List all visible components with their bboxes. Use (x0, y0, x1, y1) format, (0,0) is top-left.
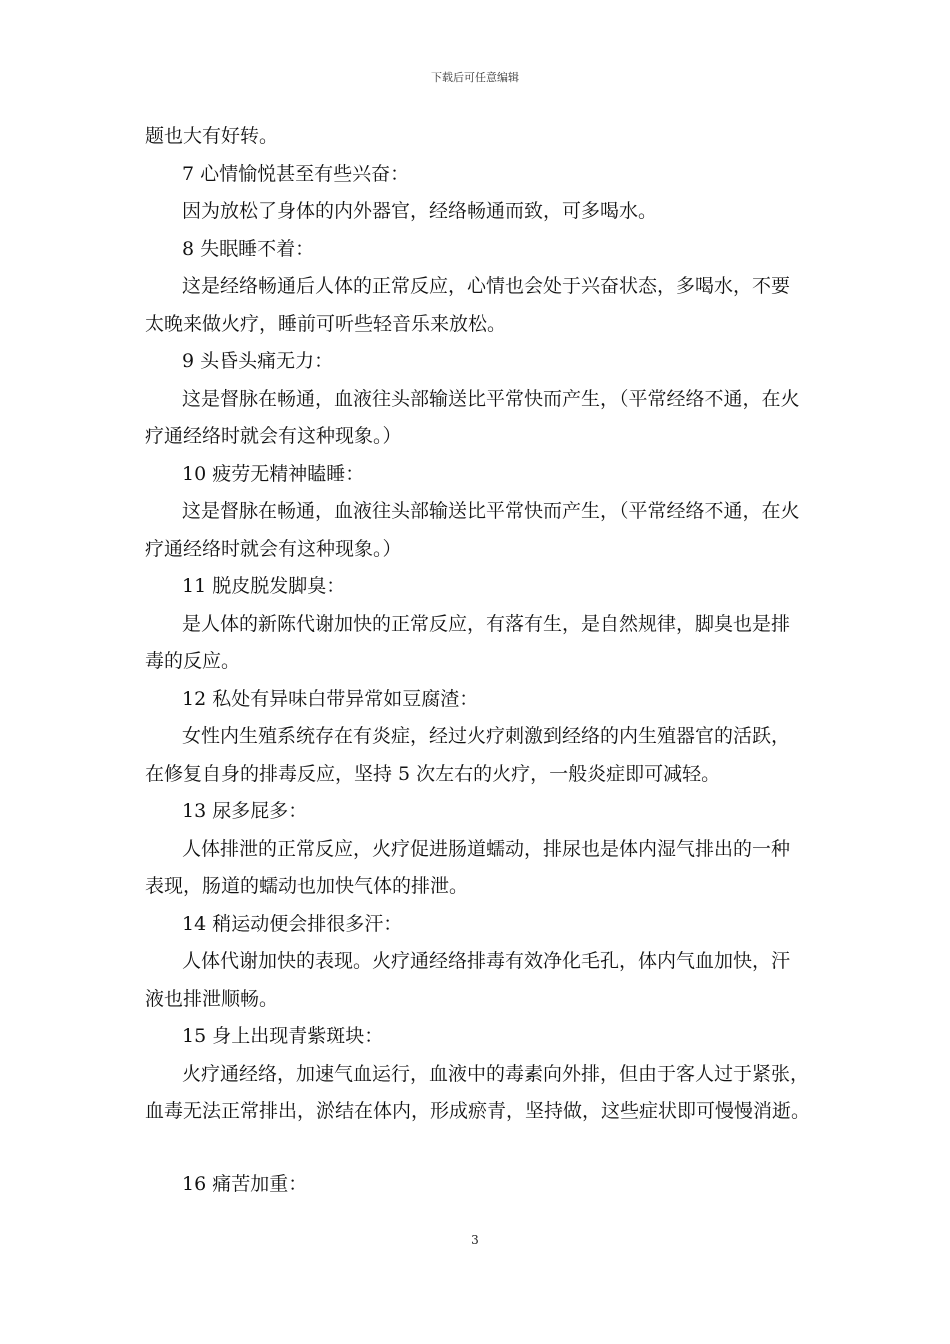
text-line: 太晚来做火疗，睡前可听些轻音乐来放松。 (145, 312, 507, 335)
text-line: 16 痛苦加重： (182, 1172, 308, 1195)
text-line: 表现，肠道的蠕动也加快气体的排泄。 (145, 875, 469, 897)
text-line: 在修复自身的排毒反应，坚持 5 次左右的火疗，一般炎症即可减轻。 (145, 762, 721, 785)
text-line: 这是经络畅通后人体的正常反应，心情也会处于兴奋状态，多喝水，不要 (182, 275, 791, 297)
text-line: 人体代谢加快的表现。火疗通经络排毒有效净化毛孔，体内气血加快，汗 (182, 950, 791, 972)
text-line: 这是督脉在畅通，血液往头部输送比平常快而产生，（平常经络不通，在火 (182, 387, 800, 410)
paragraph-gap (145, 1131, 810, 1166)
text-line: 人体排泄的正常反应，火疗促进肠道蠕动，排尿也是体内湿气排出的一种 (182, 837, 791, 860)
text-line: 13 尿多屁多： (182, 800, 308, 822)
text-line: 题也大有好转。 (145, 125, 279, 147)
text-line: 9 头昏头痛无力： (182, 350, 334, 372)
text-line: 是人体的新陈代谢加快的正常反应，有落有生，是自然规律，脚臭也是排 (182, 612, 791, 635)
text-line: 火疗通经络，加速气血运行，血液中的毒素向外排，但由于客人过于紧张， (182, 1062, 810, 1085)
text-line: 8 失眠睡不着： (182, 237, 315, 260)
text-line: 这是督脉在畅通，血液往头部输送比平常快而产生，（平常经络不通，在火 (182, 500, 800, 522)
text-line: 女性内生殖系统存在有炎症，经过火疗刺激到经络的内生殖器官的活跃， (182, 725, 791, 747)
text-line: 血毒无法正常排出，淤结在体内，形成瘀青，坚持做，这些症状即可慢慢消逝。 (145, 1100, 810, 1122)
text-line: 疗通经络时就会有这种现象。） (145, 537, 402, 560)
text-line: 14 稍运动便会排很多汗： (182, 912, 403, 935)
text-line: 疗通经络时就会有这种现象。） (145, 425, 402, 447)
text-line: 液也排泄顺畅。 (145, 987, 279, 1010)
text-line: 10 疲劳无精神瞌睡： (182, 462, 365, 485)
text-line: 12 私处有异味白带异常如豆腐渣： (182, 687, 479, 710)
text-line: 毒的反应。 (145, 650, 241, 672)
document-body (145, 118, 810, 1203)
page-header: 下载后可任意编辑 (431, 71, 519, 84)
text-line: 15 身上出现青紫斑块： (182, 1025, 384, 1047)
text-line: 7 心情愉悦甚至有些兴奋： (182, 162, 410, 185)
text-line: 因为放松了身体的内外器官，经络畅通而致，可多喝水。 (182, 200, 658, 222)
text-line: 11 脱皮脱发脚臭： (182, 575, 346, 597)
page-number: 3 (471, 1233, 479, 1247)
